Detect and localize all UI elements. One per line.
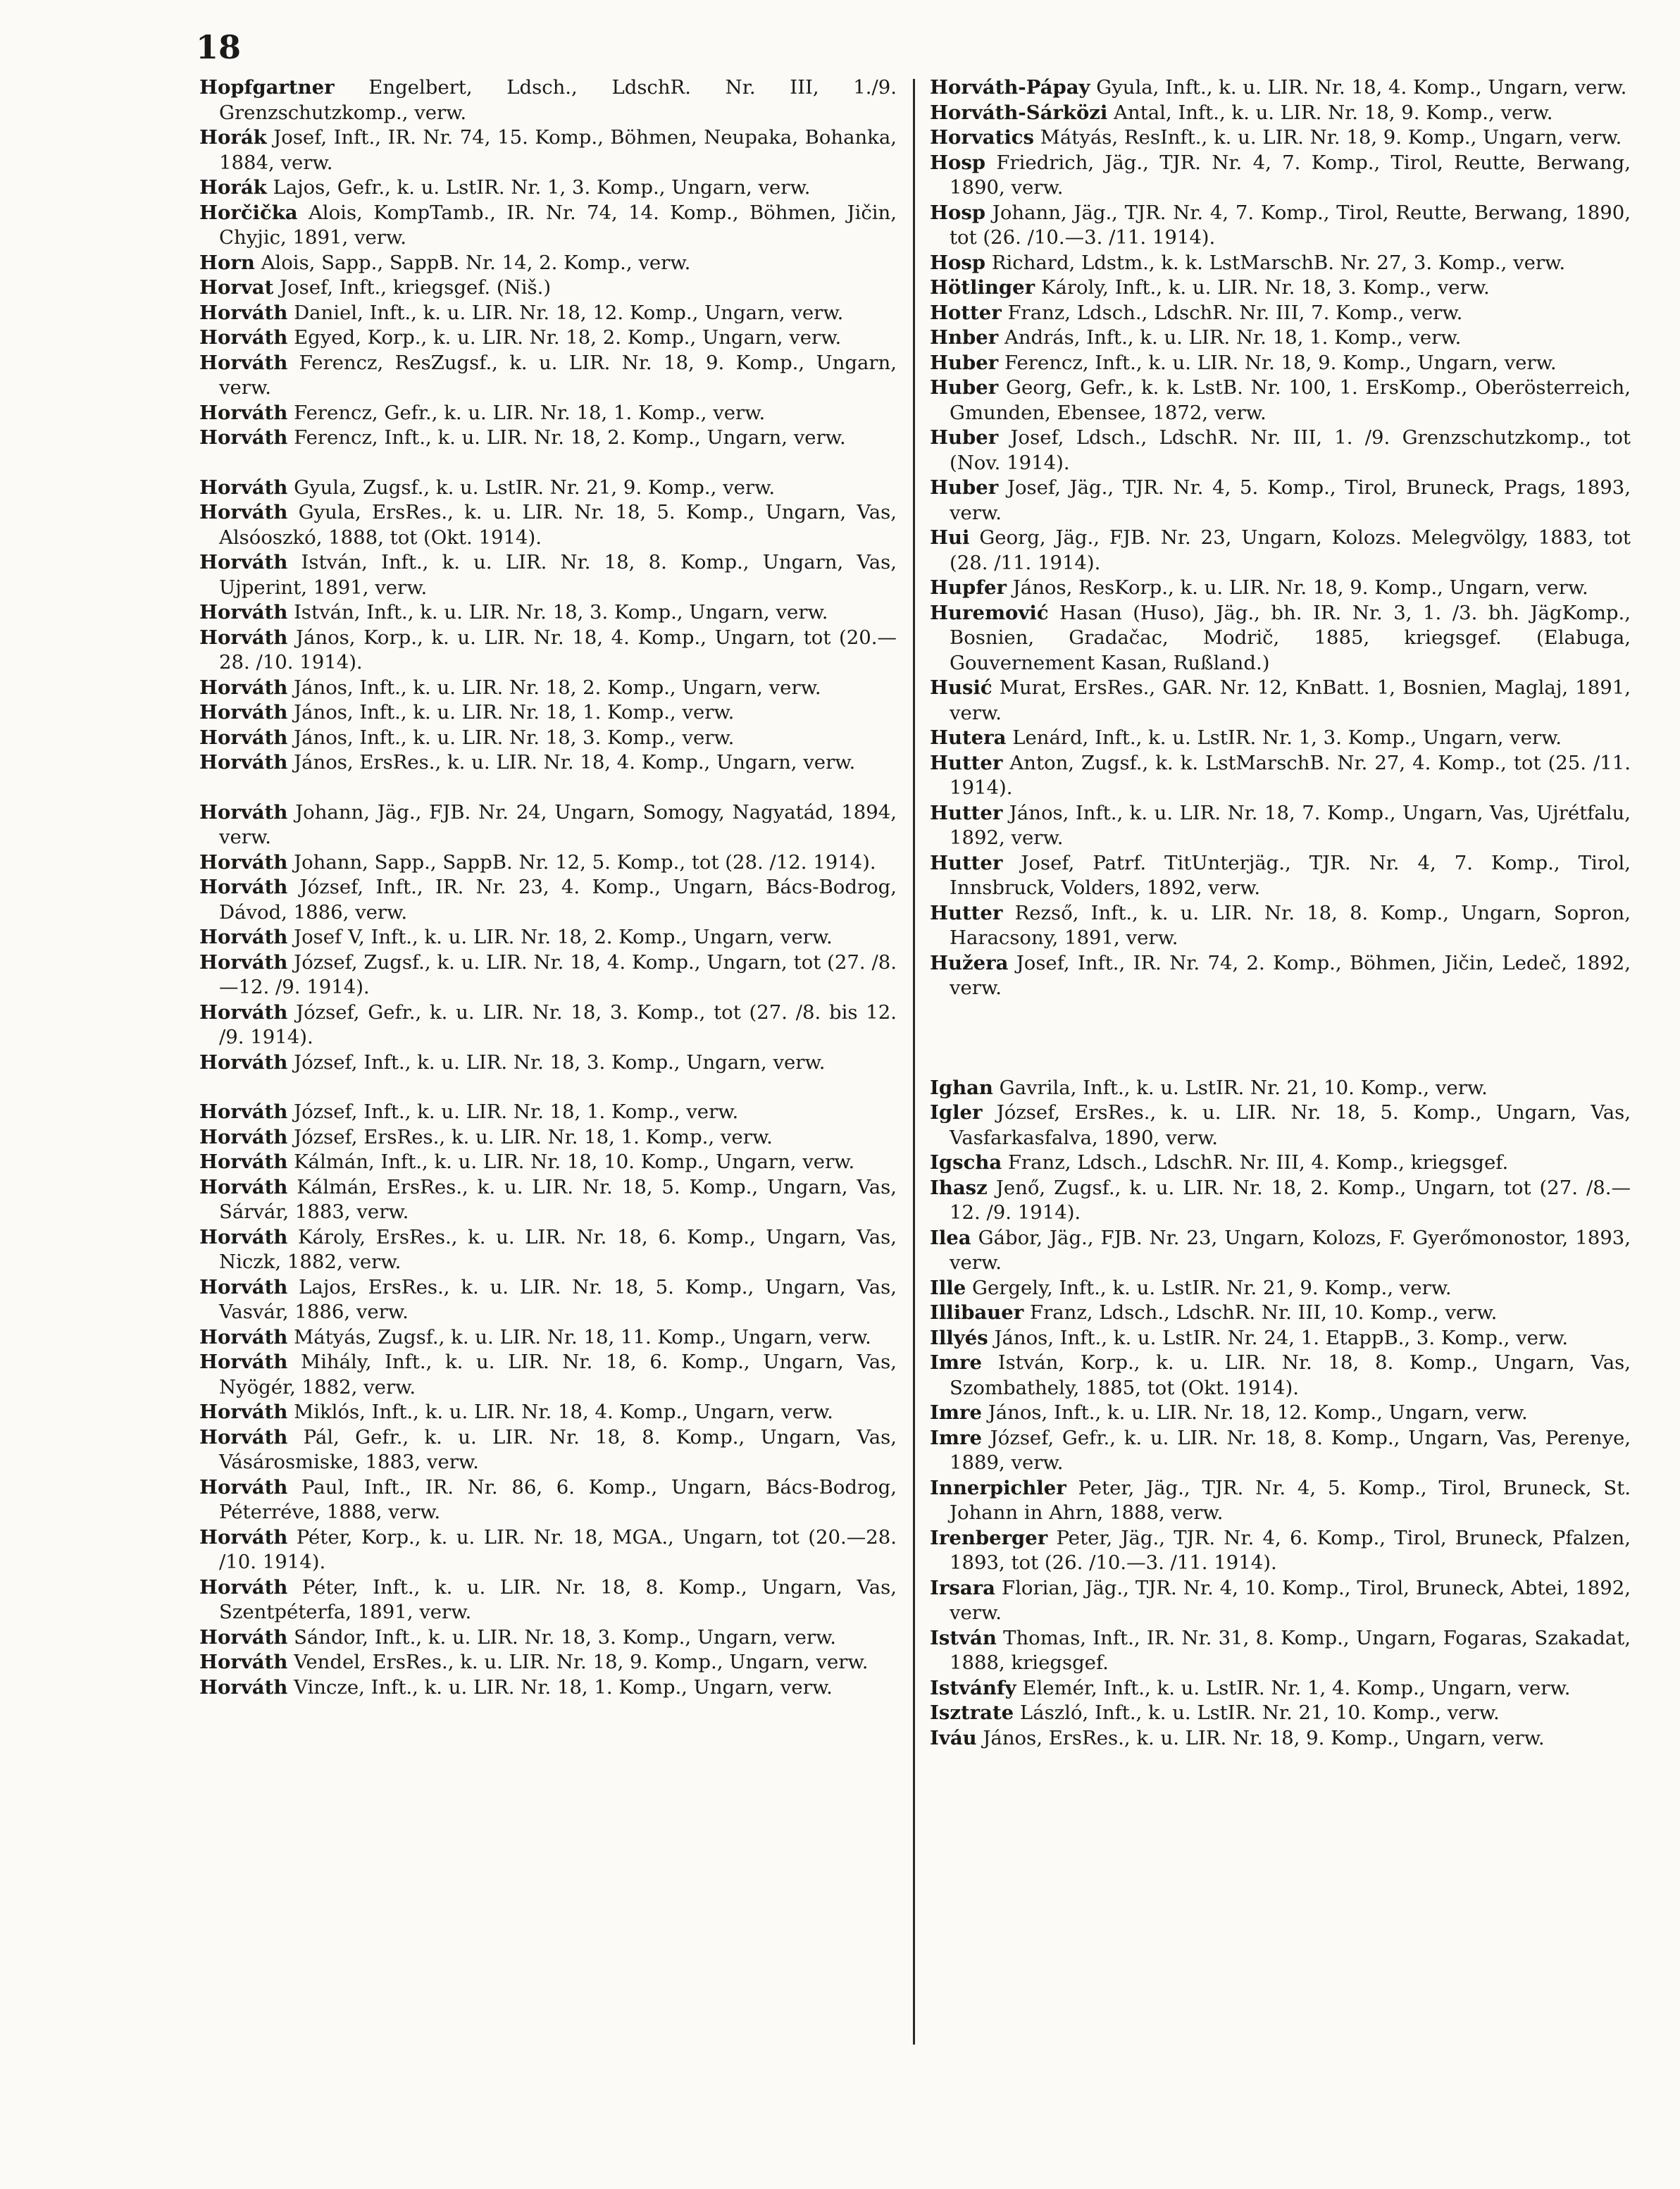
entry-details: Károly, ErsRes., k. u. LIR. Nr. 18, 6. Komp., Ungarn, Vas, Niczk, 1882, verw. [219, 1225, 897, 1273]
entry-details: Gyula, Inft., k. u. LIR. Nr. 18, 4. Komp., Ungarn, verw. [1096, 76, 1627, 99]
register-entry [930, 901, 1631, 951]
entry-surname: Horváth [199, 551, 288, 573]
page-number: 18 [196, 28, 242, 66]
register-entry [199, 1675, 897, 1701]
entry-details: Ferencz, Inft., k. u. LIR. Nr. 18, 9. Komp., Ungarn, verw. [1004, 351, 1557, 374]
register-entry [930, 1676, 1631, 1701]
entry-surname: Horváth [199, 751, 288, 774]
register-entry [199, 1125, 897, 1151]
entry-surname: Horváth [199, 1000, 288, 1024]
register-entry [930, 526, 1631, 576]
entry-surname: Horák [199, 176, 267, 199]
register-entry [199, 426, 897, 451]
entry-surname: Horváth [199, 701, 288, 724]
entry-surname: Ille [930, 1276, 966, 1299]
entry-details: József, ErsRes., k. u. LIR. Nr. 18, 1. Komp., verw. [294, 1125, 773, 1148]
register-entry [199, 75, 897, 125]
entry-details: József, ErsRes., k. u. LIR. Nr. 18, 5. Komp., Ungarn, Vas, Vasfarkasfalva, 1890, verw. [950, 1101, 1631, 1149]
register-entry [930, 1326, 1631, 1351]
entry-surname: Horváth [199, 426, 288, 449]
entry-surname: Imre [930, 1351, 982, 1374]
entry-details: Florian, Jäg., TJR. Nr. 4, 10. Komp., Tirol, Bruneck, Abtei, 1892, verw. [950, 1576, 1631, 1624]
entry-surname: Hutter [930, 901, 1003, 924]
register-entry [199, 251, 897, 276]
register-entry [930, 1426, 1631, 1476]
register-entry [930, 275, 1631, 301]
entry-details: József, Gefr., k. u. LIR. Nr. 18, 3. Komp., tot (27. /8. bis 12. /9. 1914). [219, 1000, 897, 1048]
register-entry [199, 1575, 897, 1625]
entry-details: Ferencz, Gefr., k. u. LIR. Nr. 18, 1. Komp., verw. [294, 401, 766, 424]
entry-details: Engelbert, Ldsch., LdschR. Nr. III, 1./9. Grenzschutzkomp., verw. [219, 76, 897, 124]
entry-details: József, Inft., k. u. LIR. Nr. 18, 1. Komp., verw. [294, 1100, 739, 1123]
entry-surname: Horčička [199, 201, 298, 224]
entry-details: Lajos, Gefr., k. u. LstIR. Nr. 1, 3. Komp., Ungarn, verw. [273, 176, 811, 199]
entry-details: Friedrich, Jäg., TJR. Nr. 4, 7. Komp., Tirol, Reutte, Berwang, 1890, verw. [950, 151, 1631, 199]
register-entry [199, 401, 897, 426]
entry-details: Ferencz, ResZugsf., k. u. LIR. Nr. 18, 9. Komp., Ungarn, verw. [219, 351, 897, 399]
register-entry [199, 1425, 897, 1475]
entry-details: Ferencz, Inft., k. u. LIR. Nr. 18, 2. Komp., Ungarn, verw. [294, 426, 846, 449]
register-entry [930, 325, 1631, 351]
entry-details: Anton, Zugsf., k. k. LstMarschB. Nr. 27, 4. Komp., tot (25. /11. 1914). [950, 751, 1631, 799]
entry-details: Hasan (Huso), Jäg., bh. IR. Nr. 3, 1. /3. bh. JägKomp., Bosnien, Gradačac, Modrič, 1885, kriegsgef. (Elabuga, Gouvernement Kasan, Rußland.) [950, 601, 1631, 674]
entry-surname: Horváth [199, 950, 288, 974]
entry-surname: Horváth [199, 301, 288, 324]
entry-surname: Horváth [199, 800, 288, 824]
entry-details: Antal, Inft., k. u. LIR. Nr. 18, 9. Komp., verw. [1114, 101, 1553, 124]
entry-details: Josef, Inft., IR. Nr. 74, 2. Komp., Böhmen, Jičin, Ledeč, 1892, verw. [950, 951, 1631, 999]
register-entry [199, 800, 897, 850]
register-entry [199, 676, 897, 701]
entry-surname: Horváth [199, 1175, 288, 1198]
right-column [930, 75, 1631, 1751]
entry-details: Franz, Ldsch., LdschR. Nr. III, 10. Komp., verw. [1029, 1301, 1498, 1324]
register-entry [199, 925, 897, 950]
register-entry [930, 1100, 1631, 1151]
register-entry [199, 125, 897, 175]
entry-details: János, Inft., k. u. LstIR. Nr. 24, 1. EtappB., 3. Komp., verw. [994, 1326, 1569, 1349]
entry-details: Károly, Inft., k. u. LIR. Nr. 18, 3. Komp., verw. [1040, 276, 1490, 299]
entry-details: Kálmán, ErsRes., k. u. LIR. Nr. 18, 5. Komp., Ungarn, Vas, Sárvár, 1883, verw. [219, 1175, 897, 1223]
entry-surname: Horváth [199, 476, 288, 499]
entry-details: János, ResKorp., k. u. LIR. Nr. 18, 9. Komp., Ungarn, verw. [1012, 576, 1588, 599]
register-entry [930, 1226, 1631, 1276]
register-entry [199, 875, 897, 925]
entry-details: Josef, Ldsch., LdschR. Nr. III, 1. /9. Grenzschutzkomp., tot (Nov. 1914). [950, 426, 1631, 474]
entry-details: István, Inft., k. u. LIR. Nr. 18, 8. Komp., Ungarn, Vas, Ujperint, 1891, verw. [219, 551, 897, 599]
entry-details: Georg, Gefr., k. k. LstB. Nr. 100, 1. ErsKomp., Oberösterreich, Gmunden, Ebensee, 1872, verw. [950, 376, 1631, 424]
register-entry [930, 1726, 1631, 1751]
entry-surname: Huremović [930, 601, 1049, 624]
entry-surname: Hosp [930, 201, 986, 224]
entry-details: Vendel, ErsRes., k. u. LIR. Nr. 18, 9. Komp., Ungarn, verw. [294, 1651, 869, 1673]
entry-details: Vincze, Inft., k. u. LIR. Nr. 18, 1. Komp., Ungarn, verw. [294, 1675, 833, 1699]
register-entry [199, 201, 897, 251]
entry-details: Peter, Jäg., TJR. Nr. 4, 6. Komp., Tirol, Bruneck, Pfalzen, 1893, tot (26. /10.—3. /11. 1914). [950, 1526, 1631, 1574]
register-entry [199, 1150, 897, 1175]
entry-details: Peter, Jäg., TJR. Nr. 4, 5. Komp., Tirol, Bruneck, St. Johann in Ahrn, 1888, verw. [950, 1476, 1631, 1524]
entry-surname: Hosp [930, 151, 986, 174]
entry-surname: Horváth-Pápay [930, 76, 1090, 99]
entry-surname: Horváth [199, 1050, 288, 1074]
entry-details: József, Gefr., k. u. LIR. Nr. 18, 8. Komp., Ungarn, Vas, Perenye, 1889, verw. [950, 1426, 1631, 1474]
entry-details: Alois, KompTamb., IR. Nr. 74, 14. Komp., Böhmen, Jičin, Chyjic, 1891, verw. [219, 201, 897, 249]
entry-details: Georg, Jäg., FJB. Nr. 23, Ungarn, Kolozs. Melegvölgy, 1883, tot (28. /11. 1914). [950, 526, 1631, 574]
entry-surname: Hotter [930, 301, 1002, 324]
entry-details: Franz, Ldsch., LdschR. Nr. III, 7. Komp., verw. [1007, 301, 1463, 324]
entry-surname: Horváth [199, 1675, 288, 1699]
entry-surname: Horváth [199, 850, 288, 874]
entry-surname: Huber [930, 476, 999, 499]
register-entry [930, 351, 1631, 376]
register-entry [930, 376, 1631, 426]
entry-surname: Horváth [199, 926, 288, 948]
entry-surname: Hutter [930, 801, 1003, 824]
entry-details: Josef V, Inft., k. u. LIR. Nr. 18, 2. Komp., Ungarn, verw. [294, 926, 833, 948]
register-entry [930, 251, 1631, 276]
register-entry [199, 1100, 897, 1125]
entry-surname: Horváth [199, 351, 288, 374]
entry-surname: Huber [930, 351, 999, 374]
register-entry [199, 1650, 897, 1675]
entry-details: Franz, Ldsch., LdschR. Nr. III, 4. Komp., kriegsgef. [1007, 1151, 1509, 1174]
entry-details: János, ErsRes., k. u. LIR. Nr. 18, 9. Komp., Ungarn, verw. [983, 1726, 1545, 1749]
entry-details: Gyula, ErsRes., k. u. LIR. Nr. 18, 5. Komp., Ungarn, Vas, Alsóoszkó, 1888, tot (Okt. 1914). [219, 501, 897, 549]
entry-surname: Hužera [930, 951, 1009, 974]
register-entry [199, 1275, 897, 1325]
entry-surname: Horváth [199, 1625, 288, 1649]
entry-surname: Hui [930, 526, 970, 549]
entry-surname: Imre [930, 1426, 982, 1449]
register-entry [930, 851, 1631, 901]
entry-details: Péter, Inft., k. u. LIR. Nr. 18, 8. Komp., Ungarn, Vas, Szentpéterfa, 1891, verw. [219, 1575, 897, 1623]
entry-surname: Horváth [199, 1651, 288, 1673]
entry-surname: Horvat [199, 276, 274, 299]
entry-details: Josef, Jäg., TJR. Nr. 4, 5. Komp., Tirol, Bruneck, Prags, 1893, verw. [950, 476, 1631, 524]
entry-details: Egyed, Korp., k. u. LIR. Nr. 18, 2. Komp., Ungarn, verw. [294, 326, 842, 349]
entry-details: Rezső, Inft., k. u. LIR. Nr. 18, 8. Komp., Ungarn, Sopron, Haracsony, 1891, verw. [950, 901, 1631, 949]
entry-surname: Horváth [199, 1351, 288, 1373]
entry-surname: Horváth [199, 1525, 288, 1549]
entry-details: János, Korp., k. u. LIR. Nr. 18, 4. Komp., Ungarn, tot (20.—28. /10. 1914). [219, 626, 897, 674]
register-entry [930, 1701, 1631, 1726]
entry-details: Gergely, Inft., k. u. LstIR. Nr. 21, 9. Komp., verw. [972, 1276, 1452, 1299]
entry-surname: Horváth [199, 1151, 288, 1173]
register-entry [199, 1400, 897, 1425]
register-entry [930, 601, 1631, 676]
register-entry [199, 351, 897, 401]
entry-surname: Horváth [199, 1275, 288, 1298]
register-entry [930, 1301, 1631, 1326]
register-entry [199, 476, 897, 501]
entry-details: Johann, Jäg., FJB. Nr. 24, Ungarn, Somogy, Nagyatád, 1894, verw. [219, 800, 897, 848]
entry-details: János, ErsRes., k. u. LIR. Nr. 18, 4. Komp., Ungarn, verw. [294, 751, 856, 774]
register-entry [930, 75, 1631, 101]
entry-surname: Horváth [199, 601, 288, 624]
entry-details: József, Inft., k. u. LIR. Nr. 18, 3. Komp., Ungarn, verw. [294, 1050, 826, 1074]
entry-details: Lenárd, Inft., k. u. LstIR. Nr. 1, 3. Komp., Ungarn, verw. [1012, 726, 1562, 749]
entry-details: András, Inft., k. u. LIR. Nr. 18, 1. Komp., verw. [1004, 326, 1462, 349]
register-entry [199, 1325, 897, 1351]
register-entry [930, 1576, 1631, 1626]
entry-surname: Horváth [199, 1401, 288, 1423]
entry-surname: Hopfgartner [199, 76, 335, 99]
entry-details: István, Korp., k. u. LIR. Nr. 18, 8. Komp., Ungarn, Vas, Szombathely, 1885, tot (Okt. 1914). [950, 1351, 1631, 1399]
entry-surname: Horváth [199, 626, 288, 649]
entry-surname: Horváth-Sárközi [930, 101, 1108, 124]
entry-surname: Illibauer [930, 1301, 1024, 1324]
entry-details: Josef, Inft., kriegsgef. (Niš.) [280, 276, 552, 299]
entry-surname: Huber [930, 376, 999, 399]
entry-details: Gábor, Jäg., FJB. Nr. 23, Ungarn, Kolozs, F. Gyerőmonostor, 1893, verw. [950, 1226, 1631, 1274]
register-entry [199, 1350, 897, 1400]
register-entry [930, 1476, 1631, 1526]
register-entry [930, 151, 1631, 201]
entry-surname: Hutter [930, 751, 1003, 774]
register-entry [199, 325, 897, 351]
register-entry [199, 626, 897, 676]
entry-details: Johann, Sapp., SappB. Nr. 12, 5. Komp., tot (28. /12. 1914). [294, 850, 876, 874]
register-entry [930, 951, 1631, 1001]
register-entry [930, 576, 1631, 601]
entry-details: Gavrila, Inft., k. u. LstIR. Nr. 21, 10. Komp., verw. [999, 1076, 1488, 1099]
entry-surname: Hutter [930, 851, 1003, 874]
register-entry [199, 1225, 897, 1275]
register-entry [930, 1401, 1631, 1426]
register-entry [199, 600, 897, 626]
register-entry [930, 101, 1631, 126]
entry-surname: Hutera [930, 726, 1007, 749]
entry-surname: Hosp [930, 251, 986, 274]
register-entry [930, 676, 1631, 726]
entry-details: Mátyás, ResInft., k. u. LIR. Nr. 18, 9. Komp., Ungarn, verw. [1040, 126, 1622, 149]
entry-surname: Igscha [930, 1151, 1002, 1174]
entry-surname: Ilea [930, 1226, 971, 1249]
register-entry [199, 1000, 897, 1050]
left-column [199, 75, 897, 1700]
entry-surname: Istvánfy [930, 1676, 1016, 1699]
entry-surname: Husić [930, 676, 993, 699]
register-entry [199, 275, 897, 301]
entry-details: Richard, Ldstm., k. k. LstMarschB. Nr. 27, 3. Komp., verw. [991, 251, 1566, 274]
entry-surname: Innerpichler [930, 1476, 1066, 1499]
entry-details: Mihály, Inft., k. u. LIR. Nr. 18, 6. Komp., Ungarn, Vas, Nyögér, 1882, verw. [219, 1351, 897, 1399]
register-entry [930, 301, 1631, 326]
register-entry [930, 125, 1631, 151]
register-entry [199, 850, 897, 876]
register-entry [199, 301, 897, 326]
entry-surname: Horváth [199, 1100, 288, 1123]
entry-surname: Horváth [199, 326, 288, 349]
entry-details: Mátyás, Zugsf., k. u. LIR. Nr. 18, 11. Komp., Ungarn, verw. [294, 1325, 871, 1348]
register-entry [930, 1276, 1631, 1301]
entry-surname: Horváth [199, 1575, 288, 1599]
entry-details: Pál, Gefr., k. u. LIR. Nr. 18, 8. Komp., Ungarn, Vas, Vásárosmiske, 1883, verw. [219, 1425, 897, 1473]
register-entry [199, 1475, 897, 1525]
register-entry [199, 700, 897, 726]
entry-details: Jenő, Zugsf., k. u. LIR. Nr. 18, 2. Komp., Ungarn, tot (27. /8.—12. /9. 1914). [950, 1176, 1631, 1224]
register-entry [199, 750, 897, 776]
register-entry [930, 476, 1631, 526]
entry-surname: Horváth [199, 1475, 288, 1499]
entry-details: János, Inft., k. u. LIR. Nr. 18, 1. Komp., verw. [294, 701, 735, 724]
entry-surname: Ighan [930, 1076, 993, 1099]
entry-details: Lajos, ErsRes., k. u. LIR. Nr. 18, 5. Komp., Ungarn, Vas, Vasvár, 1886, verw. [219, 1275, 897, 1323]
entry-surname: Horvatics [930, 126, 1034, 149]
register-entry [199, 175, 897, 201]
register-entry [199, 1175, 897, 1225]
entry-details: Gyula, Zugsf., k. u. LstIR. Nr. 21, 9. Komp., verw. [294, 476, 776, 499]
entry-details: János, Inft., k. u. LIR. Nr. 18, 7. Komp., Ungarn, Vas, Ujrétfalu, 1892, verw. [950, 801, 1631, 849]
entry-surname: Imre [930, 1401, 982, 1424]
entry-surname: Iváu [930, 1726, 977, 1749]
register-entry [930, 1526, 1631, 1576]
entry-details: Murat, ErsRes., GAR. Nr. 12, KnBatt. 1, Bosnien, Maglaj, 1891, verw. [950, 676, 1631, 724]
entry-surname: Horák [199, 126, 267, 149]
entry-surname: Illyés [930, 1326, 988, 1349]
entry-details: László, Inft., k. u. LstIR. Nr. 21, 10. Komp., verw. [1019, 1701, 1500, 1724]
entry-details: János, Inft., k. u. LIR. Nr. 18, 3. Komp., verw. [294, 726, 735, 749]
entry-surname: Irsara [930, 1576, 995, 1599]
entry-surname: Horváth [199, 726, 288, 749]
entry-details: Josef, Patrf. TitUnterjäg., TJR. Nr. 4, 7. Komp., Tirol, Innsbruck, Volders, 1892, verw. [950, 851, 1631, 899]
register-entry [930, 201, 1631, 251]
register-entry [199, 950, 897, 1000]
entry-details: Thomas, Inft., IR. Nr. 31, 8. Komp., Ungarn, Fogaras, Szakadat, 1888, kriegsgef. [950, 1626, 1631, 1674]
entry-details: Alois, Sapp., SappB. Nr. 14, 2. Komp., verw. [261, 251, 691, 274]
entry-surname: Horváth [199, 1425, 288, 1449]
entry-surname: Horváth [199, 501, 288, 523]
register-entry [930, 1151, 1631, 1176]
entry-details: Josef, Inft., IR. Nr. 74, 15. Komp., Böhmen, Neupaka, Bohanka, 1884, verw. [219, 126, 897, 174]
entry-surname: Horváth [199, 876, 288, 898]
register-entry [199, 1625, 897, 1651]
entry-surname: István [930, 1626, 997, 1649]
register-entry [930, 726, 1631, 751]
register-entry [930, 1351, 1631, 1401]
entry-surname: Horváth [199, 401, 288, 424]
column-divider [913, 79, 915, 2045]
entry-surname: Irenberger [930, 1526, 1048, 1549]
entry-details: Elemér, Inft., k. u. LstIR. Nr. 1, 4. Komp., Ungarn, verw. [1022, 1676, 1571, 1699]
register-entry [930, 426, 1631, 476]
register-entry [930, 1176, 1631, 1226]
register-entry [199, 1525, 897, 1575]
entry-surname: Hötlinger [930, 276, 1035, 299]
entry-details: József, Zugsf., k. u. LIR. Nr. 18, 4. Komp., Ungarn, tot (27. /8.—12. /9. 1914). [219, 950, 897, 998]
entry-details: Kálmán, Inft., k. u. LIR. Nr. 18, 10. Komp., Ungarn, verw. [294, 1151, 855, 1173]
entry-surname: Hnber [930, 326, 999, 349]
entry-details: József, Inft., IR. Nr. 23, 4. Komp., Ungarn, Bács-Bodrog, Dávod, 1886, verw. [219, 876, 897, 924]
entry-surname: Huber [930, 426, 999, 449]
register-entry [199, 550, 897, 600]
entry-surname: Hupfer [930, 576, 1007, 599]
entry-details: Péter, Korp., k. u. LIR. Nr. 18, MGA., Ungarn, tot (20.—28. /10. 1914). [219, 1525, 897, 1573]
register-entry [930, 1626, 1631, 1676]
entry-details: Johann, Jäg., TJR. Nr. 4, 7. Komp., Tirol, Reutte, Berwang, 1890, tot (26. /10.—3. /11. 1914). [950, 201, 1631, 249]
entry-surname: Igler [930, 1101, 983, 1124]
entry-details: János, Inft., k. u. LIR. Nr. 18, 2. Komp., Ungarn, verw. [294, 676, 821, 699]
register-entry [930, 1076, 1631, 1101]
register-entry [199, 1050, 897, 1076]
entry-surname: Horváth [199, 1225, 288, 1248]
entry-details: Daniel, Inft., k. u. LIR. Nr. 18, 12. Komp., Ungarn, verw. [294, 301, 844, 324]
entry-details: István, Inft., k. u. LIR. Nr. 18, 3. Komp., Ungarn, verw. [294, 601, 828, 624]
entry-surname: Horn [199, 251, 255, 274]
entry-details: Sándor, Inft., k. u. LIR. Nr. 18, 3. Komp., Ungarn, verw. [294, 1625, 837, 1649]
entry-surname: Horváth [199, 1325, 288, 1348]
entry-surname: Horváth [199, 1125, 288, 1148]
entry-surname: Ihasz [930, 1176, 988, 1199]
entry-surname: Horváth [199, 676, 288, 699]
entry-details: Miklós, Inft., k. u. LIR. Nr. 18, 4. Komp., Ungarn, verw. [294, 1401, 833, 1423]
register-entry [930, 751, 1631, 801]
entry-details: János, Inft., k. u. LIR. Nr. 18, 12. Komp., Ungarn, verw. [988, 1401, 1528, 1424]
entry-surname: Isztrate [930, 1701, 1014, 1724]
entry-details: Paul, Inft., IR. Nr. 86, 6. Komp., Ungarn, Bács-Bodrog, Péterréve, 1888, verw. [219, 1475, 897, 1523]
register-entry [199, 726, 897, 751]
register-entry [199, 500, 897, 550]
register-entry [930, 801, 1631, 851]
